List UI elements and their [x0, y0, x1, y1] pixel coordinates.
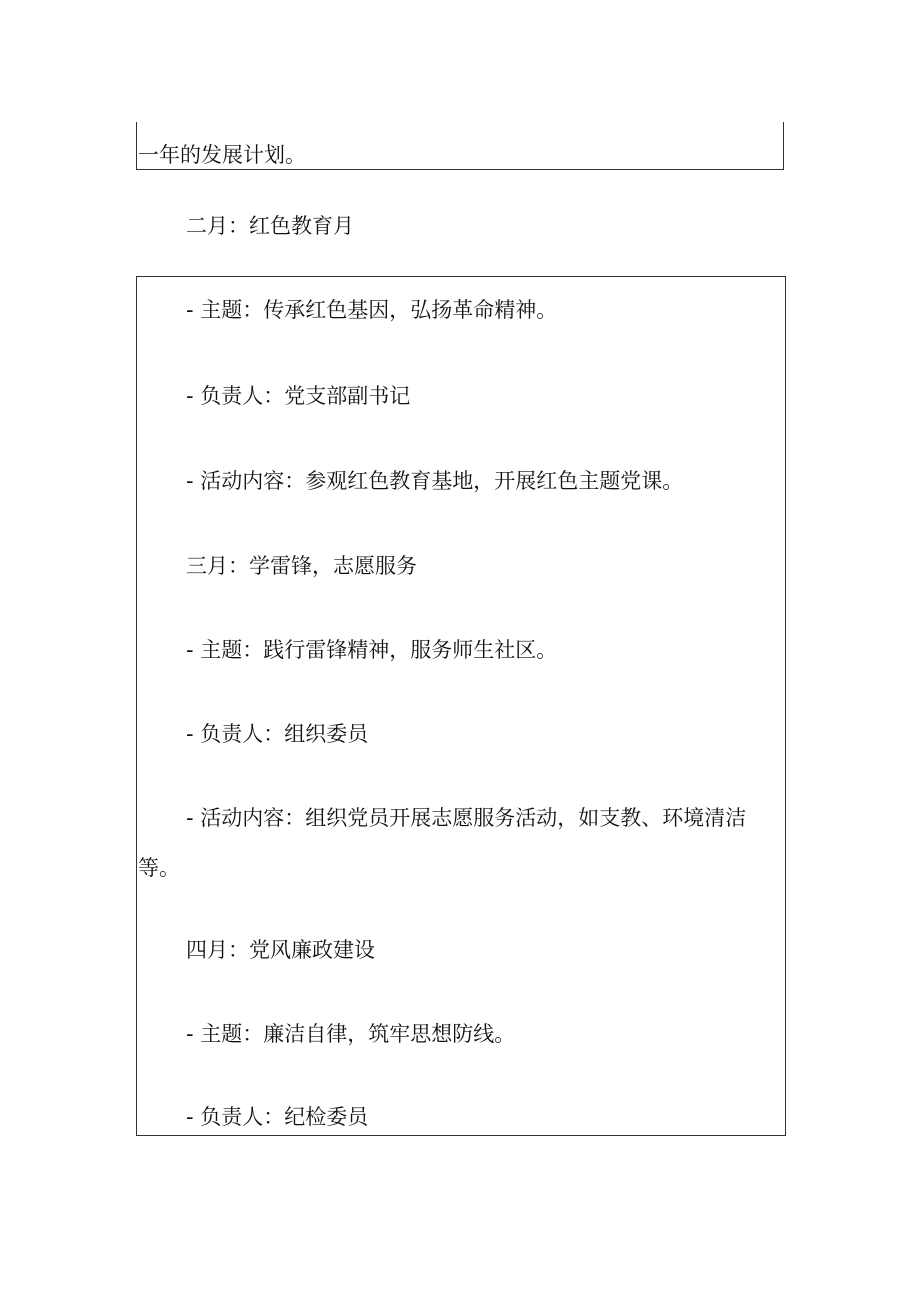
apr-theme: - 主题：廉洁自律，筑牢思想防线。	[186, 1022, 516, 1046]
apr-owner: - 负责人：纪检委员	[186, 1105, 369, 1129]
mar-activity: - 活动内容：组织党员开展志愿服务活动，如支教、环境清洁	[186, 806, 747, 830]
feb-owner: - 负责人：党支部副书记	[186, 384, 411, 408]
continuation-text: 一年的发展计划。	[138, 143, 306, 167]
feb-activity: - 活动内容：参观红色教育基地，开展红色主题党课。	[186, 469, 684, 493]
mar-theme: - 主题：践行雷锋精神，服务师生社区。	[186, 638, 558, 662]
mar-activity-wrap: 等。	[138, 856, 180, 880]
feb-theme: - 主题：传承红色基因，弘扬革命精神。	[186, 298, 558, 322]
section-heading-march: 三月：学雷锋，志愿服务	[186, 554, 417, 578]
mar-owner: - 负责人：组织委员	[186, 722, 369, 746]
section-heading-february: 二月：红色教育月	[186, 214, 354, 238]
section-heading-april: 四月：党风廉政建设	[186, 938, 375, 962]
